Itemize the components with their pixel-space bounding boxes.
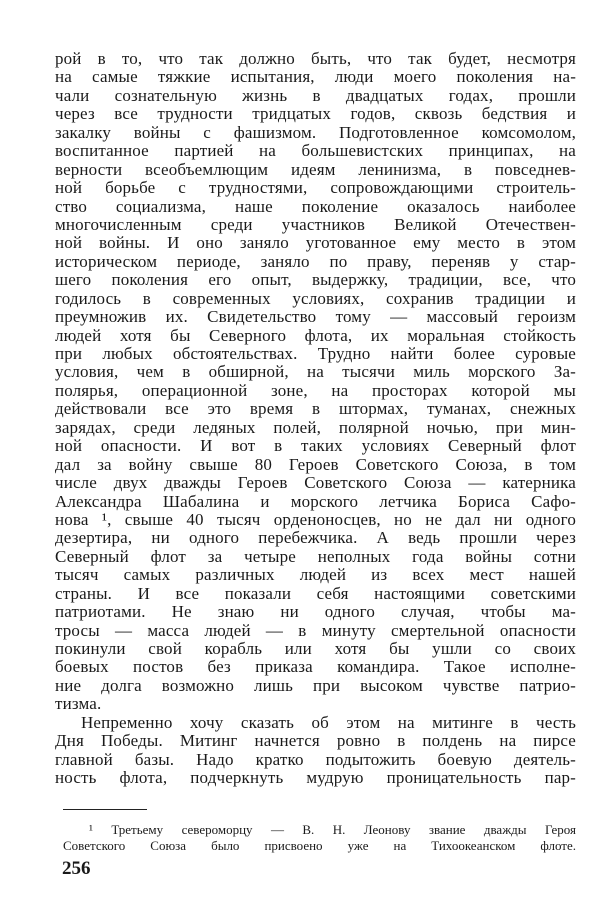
text-line: при любых обстоятельствах. Трудно найти более суровые bbox=[55, 345, 576, 363]
body-text bbox=[55, 50, 576, 788]
text-line: ной опасности. И вот в таких условиях Северный флот bbox=[55, 437, 576, 456]
text-line: покинули свой корабль или хотя бы ушли со своих bbox=[55, 640, 576, 658]
text-line: главной базы. Надо кратко подытожить боевую деятель- bbox=[55, 750, 576, 769]
text-line: Северный флот за четыре неполных года войны сотни bbox=[55, 547, 576, 566]
text-line: тизма. bbox=[55, 695, 102, 714]
text-line: верности всеобъемлющим идеям ленинизма, в повседнев- bbox=[55, 160, 576, 179]
text-line: боевых постов без приказа командира. Такое исполне- bbox=[55, 658, 576, 677]
text-line: патриотами. Не знаю ни одного случая, чтобы ма- bbox=[55, 603, 576, 622]
text-line: тысяч самых различных людей из всех мест нашей bbox=[55, 566, 576, 585]
text-line: ной борьбе с трудностями, сопровождающими строитель- bbox=[55, 179, 576, 198]
text-line: на самые тяжкие испытания, люди моего поколения на- bbox=[55, 68, 576, 87]
text-line: полярья, операционной зоне, на просторах которой мы bbox=[55, 381, 576, 400]
footnote-line: Советского Союза было присвоено уже на Тихоокеанском флоте. bbox=[63, 838, 576, 853]
text-line: дал за войну свыше 80 Героев Советского Союза, в том bbox=[55, 455, 576, 474]
text-line: людей хотя бы Северного флота, их моральная стойкость bbox=[55, 326, 576, 345]
text-line: зарядах, среди ледяных полей, полярной ночью, при мин- bbox=[55, 418, 576, 437]
text-line: воспитанное партией на большевистских принципах, на bbox=[55, 142, 576, 161]
text-line: преумножив их. Свидетельство тому — массовый героизм bbox=[55, 308, 576, 327]
text-line: условия, чем в обширной, на тысячи миль морского За- bbox=[55, 363, 576, 382]
text-line: Непременно хочу сказать об этом на митинге в честь bbox=[81, 713, 576, 732]
text-line: ство социализма, наше поколение оказалось наиболее bbox=[55, 197, 576, 216]
text-line: ность флота, подчеркнуть мудрую проницательность пар- bbox=[55, 769, 576, 788]
text-line: чали сознательную жизнь в двадцатых годах, прошли bbox=[55, 86, 576, 105]
text-line: шего поколения его опыт, выдержку, традиции, все, что bbox=[55, 271, 576, 290]
text-line: многочисленным среди участников Великой Отечествен- bbox=[55, 215, 576, 234]
page-number: 256 bbox=[62, 858, 91, 879]
text-line: через все трудности тридцатых годов, сквозь бедствия и bbox=[55, 105, 576, 124]
text-line: рой в то, что так должно быть, что так будет, несмотря bbox=[55, 50, 576, 68]
text-line: страны. И все показали себя настоящими советскими bbox=[55, 584, 576, 603]
footnote-divider bbox=[63, 809, 147, 810]
text-line: Александра Шабалина и морского летчика Бориса Сафо- bbox=[55, 492, 576, 511]
text-line: дезертира, ни одного перебежчика. А ведь прошли через bbox=[55, 529, 576, 548]
text-line: закалку войны с фашизмом. Подготовленное комсомолом, bbox=[55, 123, 576, 142]
text-line: годилось в современных условиях, сохранив традиции и bbox=[55, 289, 576, 308]
text-line: историческом периоде, заняло по праву, переняв у стар- bbox=[55, 252, 576, 271]
footnote-line: ¹ Третьему североморцу — В. Н. Леонову звание дважды Героя bbox=[89, 822, 576, 837]
text-line: тросы — масса людей — в минуту смертельной опасности bbox=[55, 621, 576, 640]
text-line: действовали все это время в штормах, туманах, снежных bbox=[55, 400, 576, 419]
text-line: Дня Победы. Митинг начнется ровно в полдень на пирсе bbox=[55, 732, 576, 751]
text-line: нова ¹, свыше 40 тысяч орденоносцев, но не дал ни одного bbox=[55, 510, 576, 529]
text-line: числе двух дважды Героев Советского Союза — катерника bbox=[55, 474, 576, 493]
footnote bbox=[63, 822, 576, 854]
text-line: ние долга возможно лишь при высоком чувстве патрио- bbox=[55, 676, 576, 695]
text-line: ной войны. И оно заняло уготованное ему место в этом bbox=[55, 234, 576, 253]
